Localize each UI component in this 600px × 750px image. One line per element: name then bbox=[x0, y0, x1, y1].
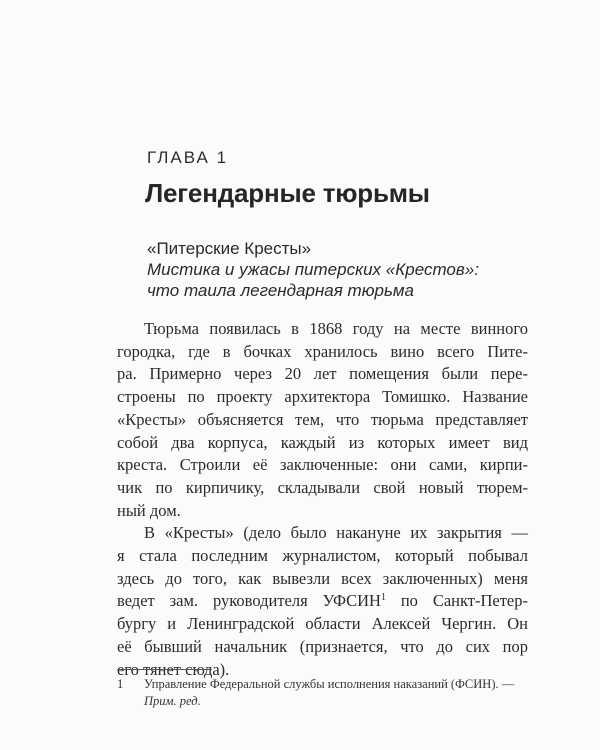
chapter-label: ГЛАВА 1 bbox=[147, 148, 229, 167]
text-line: городка, где в бочках хранилось вино всего Пите- bbox=[117, 341, 528, 361]
text-fragment: ведет зам. руководителя УФСИН bbox=[117, 591, 381, 611]
text-line: здесь до того, как вывезли всех заключенных) меня bbox=[117, 568, 528, 588]
footnote-divider bbox=[117, 669, 212, 670]
section-heading bbox=[147, 238, 527, 301]
body-text bbox=[117, 318, 528, 681]
text-fragment: по Санкт-Петер- bbox=[385, 591, 529, 611]
text-line: его тянет сюда). bbox=[117, 659, 230, 679]
text-line: креста. Строили её заключенные: они сами, кирпи- bbox=[117, 455, 528, 475]
footnote-reference[interactable]: 1 bbox=[380, 592, 386, 604]
text-line: Тюрьма появилась в 1868 году на месте винного bbox=[144, 319, 528, 338]
text-line: чик по кирпичику, складывали свой новый тюрем- bbox=[117, 477, 528, 497]
section-title: «Питерские Кресты» bbox=[147, 239, 312, 258]
text-line: строены по проекту архитектора Томишко. Название bbox=[117, 387, 528, 407]
chapter-title: Легендарные тюрьмы bbox=[145, 178, 430, 208]
text-line: ный дом. bbox=[117, 500, 181, 520]
text-line: В «Кресты» (дело было накануне их закрытия — bbox=[144, 523, 528, 543]
section-subtitle-line-1: Мистика и ужасы питерских «Крестов»: bbox=[147, 260, 479, 279]
section-subtitle-line-2: что таила легендарная тюрьма bbox=[147, 281, 415, 300]
text-line: ра. Примерно через 20 лет помещения были пере- bbox=[117, 364, 528, 384]
text-line: бургу и Ленинградской области Алексей Чергин. Он bbox=[117, 614, 528, 634]
text-line: её бывший начальник (признается, что до сих пор bbox=[117, 636, 528, 656]
text-line: собой два корпуса, каждый из которых имеет вид bbox=[117, 432, 528, 452]
text-line: «Кресты» объясняется тем, что тюрьма представляет bbox=[117, 409, 528, 429]
paragraph-1 bbox=[117, 318, 528, 522]
footnote-editor-note: Прим. ред. bbox=[144, 694, 201, 708]
paragraph-2 bbox=[117, 522, 528, 681]
footnote-number: 1 bbox=[117, 677, 124, 691]
footnote bbox=[117, 676, 529, 710]
footnote-text: Управление Федеральной службы исполнения наказаний (ФСИН). — bbox=[144, 677, 515, 691]
text-line: я стала последним журналистом, который побывал bbox=[117, 546, 528, 566]
text-line-with-footnote bbox=[117, 590, 528, 613]
